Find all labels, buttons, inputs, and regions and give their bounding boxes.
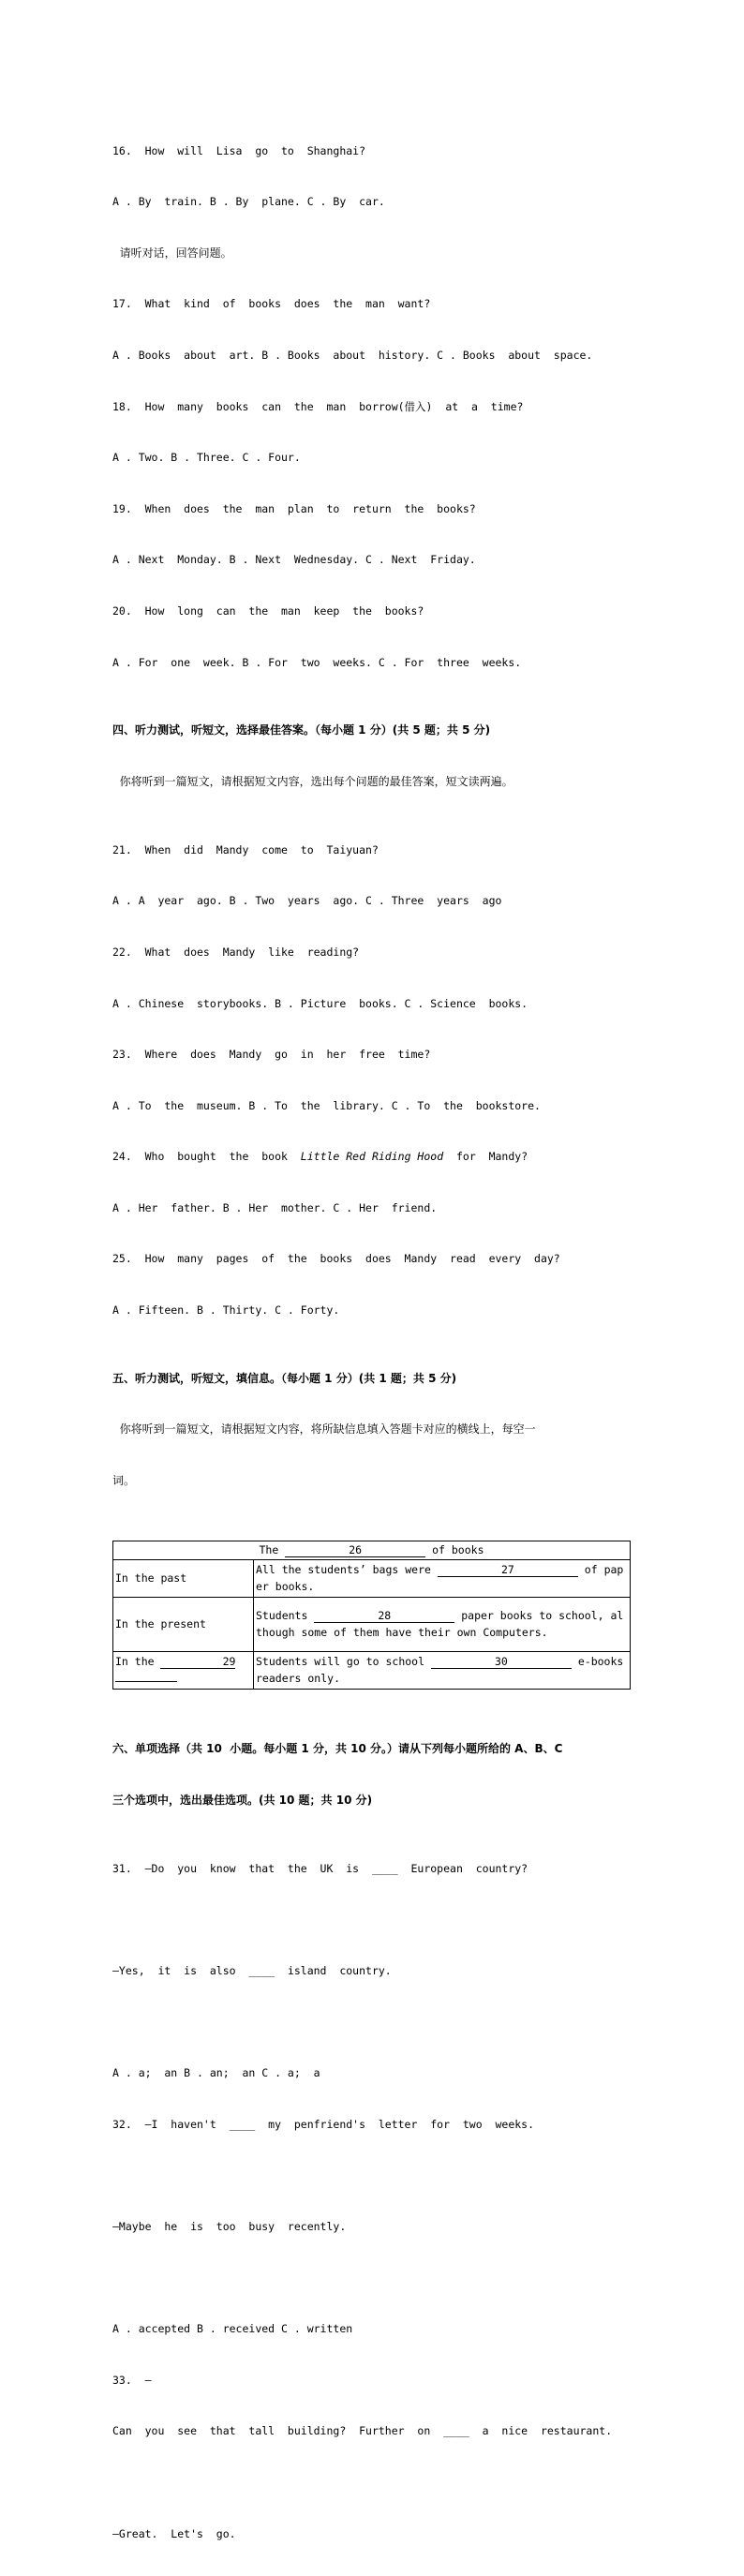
question-21: 21. When did Mandy come to Taiyuan? [112,842,379,856]
question-24 [112,1148,637,1165]
question-16: 16. How will Lisa go to Shanghai? [112,143,366,157]
question-22: 22. What does Mandy like reading? [112,945,360,959]
options-21: A . A year ago. B . Two years ago. C . Three years ago [112,894,502,908]
question-23: 23. Where does Mandy go in her free time? [112,1048,431,1062]
options-25: A . Fifteen. B . Thirty. C . Forty. [112,1303,340,1318]
question-32-line-2: —Maybe he is too busy recently. [112,2220,347,2234]
question-31-line-2: —Yes, it is also ____ island country. [112,1964,392,1978]
section-5-instruction-2: 词。 [112,1474,136,1488]
options-16: A . By train. B . By plane. C . By car. [112,195,385,209]
options-24: A . Her father. B . Her mother. C . Her friend. [112,1200,438,1214]
section-5-heading: 五、听力测试，听短文，填信息。（每小题 1 分）(共 1 题；共 5 分) [112,1371,457,1385]
blank-29[interactable]: 29 [160,1655,235,1669]
row-content-present: Students 28 paper books to school, although some of them have their own Computers. [254,1597,631,1651]
blank-26[interactable]: 26 [285,1543,425,1557]
spacer [112,1911,637,1928]
section-4-heading: 四、听力测试，听短文，选择最佳答案。（每小题 1 分）(共 5 题；共 5 分) [112,723,491,737]
question-25: 25. How many pages of the books does Mandy read every day? [112,1252,560,1266]
question-19: 19. When does the man plan to return the books? [112,501,476,515]
spacer [112,2474,637,2491]
options-22: A . Chinese storybooks. B . Picture books. C . Science books. [112,996,528,1010]
question-33-line-2: Can you see that tall building? Further on ____ a nice restaurant. [112,2424,613,2438]
spacer [112,2167,637,2183]
section-5-instruction-1: 你将听到一篇短文，请根据短文内容，将所缺信息填入答题卡对应的横线上，每空一 [112,1422,536,1437]
blank-30[interactable]: 30 [431,1655,572,1669]
blank-27[interactable]: 27 [438,1563,578,1577]
section-6-heading-1: 六、单项选择（共 10 小题。每小题 1 分，共 10 分。）请从下列每小题所给的 A、B、C [112,1742,563,1756]
blank-29-continued[interactable] [115,1681,177,1682]
options-18: A . Two. B . Three. C . Four. [112,451,301,465]
row-label-future: In the 29 [113,1651,254,1689]
question-24-post: for Mandy? [443,1150,528,1164]
table-header: The 26 of books [113,1541,631,1559]
spacer [112,2014,637,2031]
question-33-line-3: —Great. Let's go. [112,2526,236,2540]
options-17: A . Books about art. B . Books about history. C . Books about space. [112,348,593,362]
instruction-dialogue: 请听对话，回答问题。 [112,246,232,260]
row-label-past: In the past [113,1559,254,1597]
section-4-instruction: 你将听到一篇短文，请根据短文内容，选出每个问题的最佳答案，短文读两遍。 [112,774,513,788]
question-31-line-1: 31. —Do you know that the UK is ____ European country? [112,1861,528,1875]
options-23: A . To the museum. B . To the library. C . To the bookstore. [112,1098,541,1112]
question-18: 18. How many books can the man borrow(借入) at a time? [112,399,524,413]
row-content-future: Students will go to school 30 e-books readers only. [254,1651,631,1689]
spacer [112,2270,637,2286]
options-19: A . Next Monday. B . Next Wednesday. C . Next Friday. [112,553,476,567]
question-20: 20. How long can the man keep the books? [112,603,424,618]
question-17: 17. What kind of books does the man want? [112,297,431,311]
exam-page [112,91,637,2576]
info-table [112,1541,631,1690]
question-32-line-1: 32. —I haven't ____ my penfriend's letter for two weeks. [112,2117,535,2131]
row-content-past: All the students’ bags were 27 of paper books. [254,1559,631,1597]
options-20: A . For one week. B . For two weeks. C . For three weeks. [112,655,522,669]
options-32: A . accepted B . received C . written [112,2322,353,2336]
book-title: Little Red Riding Hood [300,1150,444,1164]
section-6-heading-2: 三个选项中，选出最佳选项。(共 10 题；共 10 分) [112,1794,373,1808]
options-31: A . a; an B . an; an C . a; a [112,2066,320,2080]
row-label-present: In the present [113,1597,254,1651]
question-33-line-1: 33. — [112,2373,152,2387]
question-24-pre: 24. Who bought the book [112,1150,301,1164]
blank-28[interactable]: 28 [314,1609,454,1623]
